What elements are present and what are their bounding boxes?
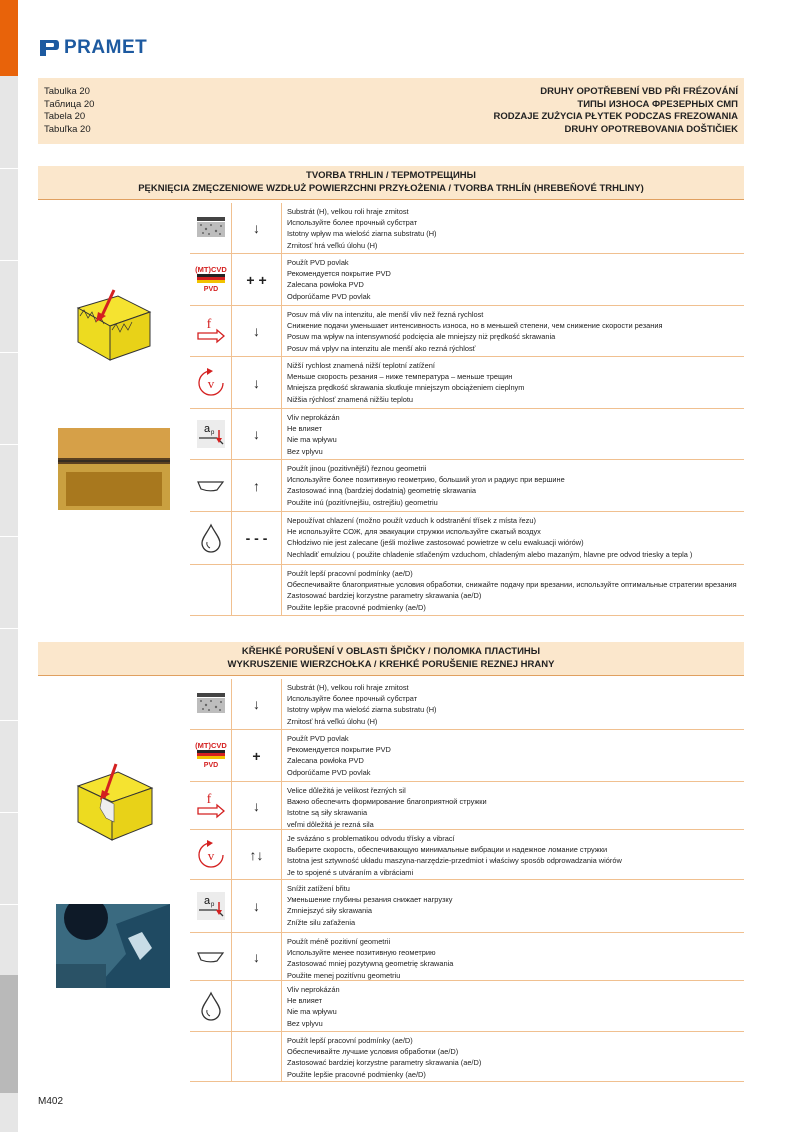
table-row: [190, 306, 744, 357]
substrate-icon: [190, 203, 232, 253]
recommendation-symbol: ↓: [232, 409, 282, 459]
geometry-icon: [190, 933, 232, 980]
svg-text:v: v: [207, 375, 214, 391]
recommendation-text: Použít PVD povlak Рекомендуется покрытие PVD Zalecana powłoka PVD Odporúčame PVD povlak: [287, 734, 391, 777]
table-row: [190, 782, 744, 830]
recommendation-symbol: +: [232, 730, 282, 781]
svg-text:a: a: [203, 423, 210, 435]
cracks-photo: [58, 428, 170, 510]
feed-icon: [190, 782, 232, 829]
coolant-icon: [190, 512, 232, 564]
table-row: [190, 357, 744, 409]
coating-icon: [190, 254, 232, 305]
table-row: [190, 409, 744, 460]
pramet-logo-icon: [38, 38, 60, 58]
coating-icon: [190, 730, 232, 781]
svg-text:f: f: [206, 317, 211, 332]
recommendation-text: Velice důležitá je velikost řezných sil Важно обеспечить формирование благоприятной стружки Istotne są siły skrawania veľmi dôležitá je rezná sila: [287, 786, 487, 829]
svg-text:PVD: PVD: [203, 761, 218, 769]
recommendation-symbol: ↓: [232, 306, 282, 356]
chapter-tab: [0, 0, 18, 76]
section-title: KŘEHKÉ PORUŠENÍ V OBLASTI ŠPIČKY / ПОЛОМКА ПЛАСТИНЫ WYKRUSZENIE WIERZCHOŁKA / KREHKÉ PORUŠENIE REZNEJ HRANY: [38, 642, 744, 676]
svg-text:p: p: [210, 902, 214, 908]
geometry-icon: [190, 460, 232, 511]
table-header: [38, 78, 744, 144]
recommendation-text: Substrát (H), velkou roli hraje zrnitost Используйте более прочный субстрат Istotny wpływ ma wielość ziarna substratu (H) Zrnitosť hrá veľkú úlohu (H): [287, 207, 437, 250]
left-margin-bar: [0, 0, 18, 1132]
brand-name: PRAMET: [64, 37, 148, 58]
brand-logo: [38, 38, 147, 58]
recommendation-symbol: ↓: [232, 782, 282, 829]
recommendation-text: Použít jinou (pozitivnější) řeznou geometrii Используйте более позитивную геометрию, больший угол и радиус при вершине Zastosować inną (bardziej dodatnią) geometrię skrawania Použite inú (pozitívnejšiu, ostrejšiu) geometriu: [287, 464, 565, 507]
recommendation-text: Substrát (H), velkou roli hraje zrnitost Используйте более прочный субстрат Istotny wpływ ma wielość ziarna substratu (H) Zrnitosť hrá veľkú úlohu (H): [287, 683, 437, 726]
recommendation-text: Použít lepší pracovní podmínky (ae/D) Обеспечивайте благоприятные условия обработки, снижайте подачу при врезании, используйте оптимальные стратегии врезания Zastosować bardziej korzystne parametry skrawania (ae/D) Použite lepšie pracovné podmienky (ae/D): [287, 569, 737, 612]
table-title: DRUHY OPOTŘEBENÍ VBD PŘI FRÉZOVÁNÍ ТИПЫ ИЗНОСА ФРЕЗЕРНЫХ СМП RODZAJE ZUŻYCIA PŁYTEK PODCZAS FREZOWANIA DRUHY OPOTREBOVANIA DOŠTIČIEK: [493, 86, 738, 135]
svg-text:(MT)CVD: (MT)CVD: [194, 740, 227, 750]
recommendation-symbol: ↑: [232, 460, 282, 511]
table-row: [190, 512, 744, 565]
table-row: [190, 254, 744, 306]
recommendation-text: Snížit zatížení břitu Уменьшение глубины резания снижает нагрузку Zmniejszyć siły skrawania Znížte silu zaťaženia: [287, 884, 453, 927]
speed-icon: [190, 830, 232, 879]
recommendation-text: Nižší rychlost znamená nižší teplotní zatížení Меньше скорость резания – ниже температура – меньше трещин Mniejsza prędkość skrawania skutkuje mniejszym obciążeniem cieplnym Nižšia rýchlosť znamená nižšiu teplotu: [287, 361, 525, 404]
table-row: [190, 730, 744, 782]
table-row: [190, 933, 744, 981]
recommendation-symbol: [232, 981, 282, 1031]
table-row: [190, 565, 744, 616]
speed-icon: [190, 357, 232, 408]
recommendation-symbol: ↓: [232, 880, 282, 932]
table-row: [190, 679, 744, 730]
recommendation-text: Nepoužívat chlazení (možno použít vzduch k odstranění třísek z místa řezu) Не используйте СОЖ, для эвакуации стружки используйте сжатый воздух Chłodziwo nie jest zalecane (jeśli możliwe zastosować powietrze w celu ewakuacji wiórów) Nechladiť emulziou ( použite chladenie stlačeným vzduchom, chladeným alebo mazaným, hlavne pre odvod triesky a tepla ): [287, 516, 693, 559]
page-code: M402: [38, 1096, 64, 1107]
recommendation-symbol: + +: [232, 254, 282, 305]
depth-icon: [190, 880, 232, 932]
recommendation-text: Použít lepší pracovní podmínky (ae/D) Обеспечивайте лучшие условия обработки (ae/D) Zastosować bardziej korzystne parametry skrawania (ae/D) Použite lepšie pracovné podmienky (ae/D): [287, 1036, 482, 1079]
recommendation-text: Je svázáno s problematikou odvodu třísky a vibrací Выберите скорость, обеспечивающую минимальные вибрации и надежное ломание стружки Istotna jest sztywność układu maszyna-narzędzie-przedmiot i właściwy sposób odprowadzania wiórów Je to spojené s utváraním a vibráciami: [287, 834, 622, 877]
recommendation-symbol: ↓: [232, 933, 282, 980]
chapter-marker: [0, 975, 18, 1093]
table-row: [190, 460, 744, 512]
section-title: TVORBA TRHLIN / ТЕРМОТРЕЩИНЫ PĘKNIĘCIA ZMĘCZENIOWE WZDŁUŻ POWIERZCHNI PRZYŁOŻENIA / TVORBA TRHLÍN (HREBEŇOVÉ TRHLINY): [38, 166, 744, 200]
recommendation-text: Vliv neprokázán Не влияет Nie ma wpływu Bez vplyvu: [287, 985, 340, 1028]
table-row: [190, 830, 744, 880]
substrate-icon: [190, 679, 232, 729]
table-row: [190, 880, 744, 933]
section-thermal-cracks: [38, 166, 744, 626]
recommendation-symbol: ↓: [232, 203, 282, 253]
section-corner-breakage: [38, 642, 744, 1092]
recommendation-text: Vliv neprokázán Не влияет Nie ma wpływu Bez vplyvu: [287, 413, 340, 456]
empty-icon-cell: [190, 1032, 232, 1081]
coolant-icon: [190, 981, 232, 1031]
recommendation-symbol: - - -: [232, 512, 282, 564]
recommendation-symbol: ↑↓: [232, 830, 282, 879]
svg-text:PVD: PVD: [203, 285, 218, 293]
recommendation-symbol: ↓: [232, 357, 282, 408]
empty-icon-cell: [190, 565, 232, 615]
svg-text:v: v: [207, 847, 214, 863]
insert-chipping-illustration: [70, 760, 160, 846]
table-number: Tabulka 20 Таблица 20 Tabela 20 Tabuľka 20: [44, 86, 95, 135]
table-row: [190, 1032, 744, 1082]
svg-text:p: p: [210, 430, 214, 436]
depth-icon: [190, 409, 232, 459]
table-row: [190, 981, 744, 1032]
table-row: [190, 203, 744, 254]
svg-text:f: f: [206, 791, 211, 807]
recommendation-symbol: [232, 1032, 282, 1081]
recommendation-text: Použít méně pozitivní geometrii Используйте менее позитивную геометрию Zastosować mniej pozytywną geometrię skrawania Použite menej pozitívnu geometriu: [287, 937, 454, 980]
insert-cracks-illustration: [70, 286, 160, 366]
recommendation-symbol: [232, 565, 282, 615]
svg-text:a: a: [203, 895, 210, 907]
recommendation-text: Použít PVD povlak Рекомендуется покрытие PVD Zalecana powłoka PVD Odporúčame PVD povlak: [287, 258, 391, 301]
recommendation-symbol: ↓: [232, 679, 282, 729]
svg-text:(MT)CVD: (MT)CVD: [194, 264, 227, 274]
recommendation-text: Posuv má vliv na intenzitu, ale menší vliv než řezná rychlost Снижение подачи уменьшает интенсивность износа, но в меньшей степени, чем снижение скорости резания Posuw ma wpływ na intensywność podcięcia ale mniejszy niż prędkość skrawania Posuv má vplyv na intenzitu ale menší ako rezná rýchlosť: [287, 310, 663, 353]
chipping-photo: [56, 904, 170, 988]
feed-icon: [190, 306, 232, 356]
